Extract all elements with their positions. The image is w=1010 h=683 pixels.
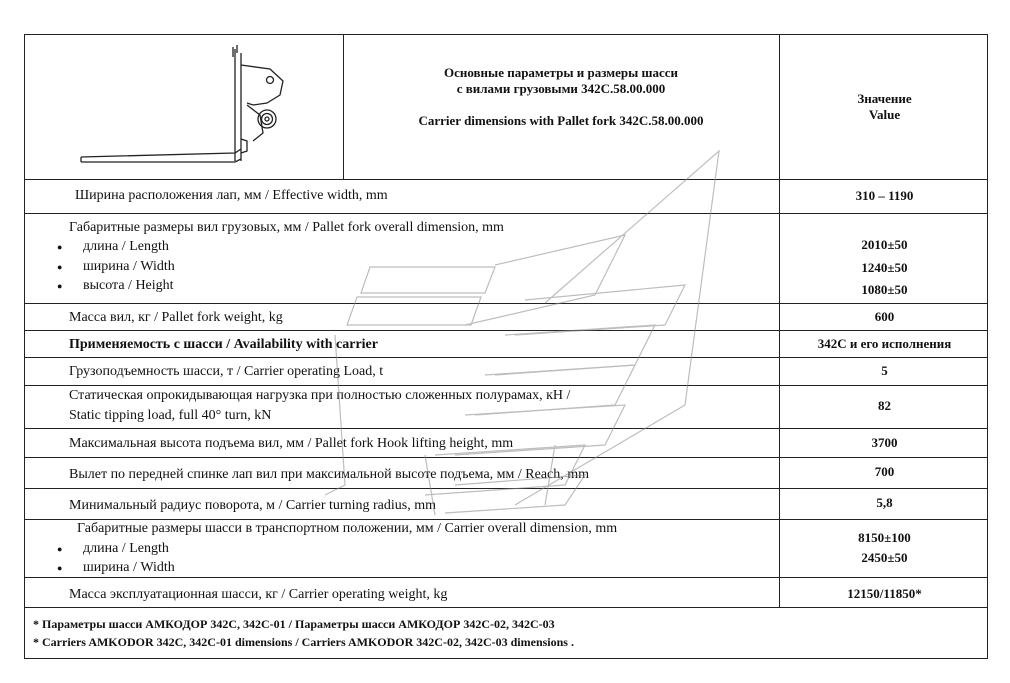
row-label-lifting-height: Максимальная высота подъема вил, мм / Pallet fork Hook lifting height, mm (69, 436, 514, 451)
row-divider (25, 488, 987, 489)
title-ru-line1: Основные параметры и размеры шасси (443, 65, 679, 80)
row-label-operating-load: Грузоподъемность шасси, т / Carrier operating Load, t (69, 364, 384, 379)
row-label-turning-radius: Минимальный радиус поворота, м / Carrier turning radius, mm (69, 498, 436, 513)
row-value-tipping: 82 (878, 398, 891, 413)
row-label-tipping-en: Static tipping load, full 40° turn, kN (69, 408, 272, 423)
row-value-availability: 342С и его исполнения (817, 336, 952, 351)
row-value-fork-height: 1080±50 (861, 282, 908, 297)
row-divider (25, 330, 987, 331)
row-divider (25, 457, 987, 458)
row-label-fork-overall: Габаритные размеры вил грузовых, мм / Pallet fork overall dimension, mm (69, 220, 504, 235)
row-value-turning-radius: 5,8 (876, 495, 893, 510)
row-value-fork-weight: 600 (874, 309, 895, 324)
row-label-tipping-ru: Статическая опрокидывающая нагрузка при полностью сложенных полурамах, кН / (69, 388, 571, 403)
row-value-operating-weight: 12150/11850* (847, 586, 922, 601)
row-value-carrier-length: 8150±100 (858, 530, 911, 545)
footnote-ru: * Параметры шасси АМКОДОР 342С, 342С-01 / Параметры шасси АМКОДОР 342С-02, 342С-03 (33, 617, 555, 631)
row-divider (25, 303, 987, 304)
table-title (343, 65, 779, 129)
row-label-carrier-overall: Габаритные размеры шасси в транспортном положении, мм / Carrier overall dimension, mm (77, 521, 618, 536)
value-header-en: Value (868, 107, 901, 122)
title-ru-line2: с вилами грузовыми 342С.58.00.000 (456, 81, 666, 96)
row-divider (25, 607, 987, 608)
row-value-fork-length: 2010±50 (861, 237, 908, 252)
row-label-reach: Вылет по передней спинке лап вил при максимальной высоте подъема, мм / Reach, mm (69, 467, 590, 482)
row-divider (25, 213, 987, 214)
row-divider (25, 385, 987, 386)
row-value-lifting-height: 3700 (871, 435, 898, 450)
row-value-operating-load: 5 (881, 363, 888, 378)
bullet-width: ● ширина / Width (83, 259, 175, 275)
row-divider (25, 428, 987, 429)
bullet-carrier-length: ● длина / Length (83, 541, 169, 557)
row-label-fork-weight: Масса вил, кг / Pallet fork weight, kg (69, 310, 283, 325)
row-value-fork-width: 1240±50 (861, 260, 908, 275)
title-en: Carrier dimensions with Pallet fork 342C.58.00.000 (418, 113, 704, 128)
bullet-carrier-width: ● ширина / Width (83, 560, 175, 576)
value-header-ru: Значение (857, 91, 912, 106)
row-value-carrier-width: 2450±50 (861, 550, 908, 565)
row-divider (25, 577, 987, 578)
bullet-height: ● высота / Height (83, 278, 174, 294)
row-value-effective-width: 310 – 1190 (855, 188, 914, 203)
row-label-availability: Применяемость с шасси / Availability with carrier (69, 337, 378, 352)
row-divider (25, 357, 987, 358)
row-label-operating-weight: Масса эксплуатационная шасси, кг / Carrier operating weight, kg (69, 587, 448, 602)
value-header (780, 91, 989, 123)
spec-table (24, 34, 988, 659)
row-value-reach: 700 (874, 464, 895, 479)
row-divider (25, 519, 987, 520)
bullet-length: ● длина / Length (83, 239, 169, 255)
footnote-en: * Carriers AMKODOR 342C, 342C-01 dimensions / Carriers AMKODOR 342C-02, 342C-03 dimensions . (33, 635, 574, 649)
row-label-effective-width: Ширина расположения лап, мм / Effective width, mm (75, 188, 388, 203)
pallet-fork-drawing (75, 43, 295, 173)
row-divider (25, 179, 987, 180)
